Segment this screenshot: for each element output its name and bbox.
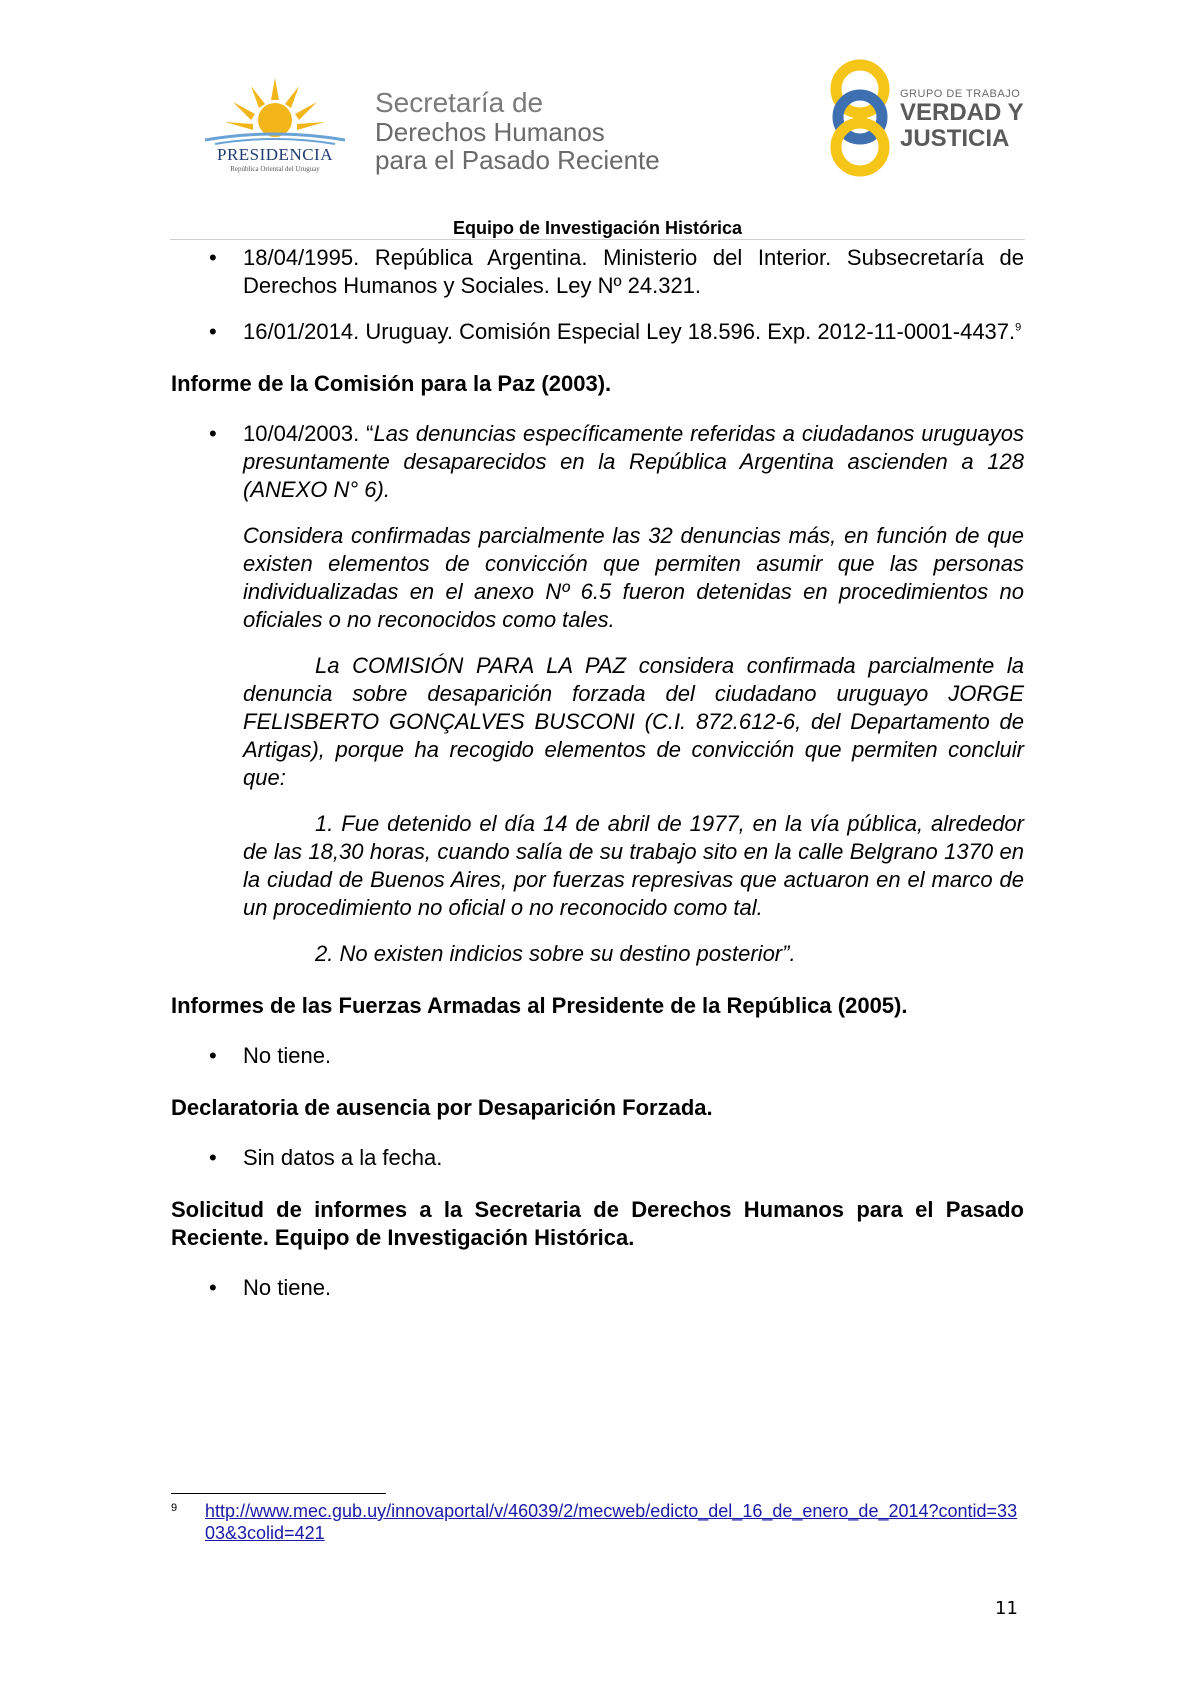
footnote-number: 9 xyxy=(171,1502,178,1514)
list-item-text: Sin datos a la fecha. xyxy=(243,1145,443,1170)
quote-text: Las denuncias específicamente referidas a ciudadanos uruguayos presuntamente desaparecidos en la República Argentina ascienden a 128 (ANEXO N° 6). xyxy=(243,421,1024,502)
footnote-reference[interactable]: 9 xyxy=(1015,321,1022,334)
list-item xyxy=(171,420,1024,504)
document-body xyxy=(171,240,1024,1302)
presidencia-label: PRESIDENCIA xyxy=(216,145,333,164)
bullet-icon: • xyxy=(209,319,217,344)
footnote-link[interactable]: http://www.mec.gub.uy/innovaportal/v/46039/2/mecweb/edicto_del_16_de_enero_de_2014?contid=3303&3colid=421 xyxy=(205,1501,1018,1543)
list-item-text: No tiene. xyxy=(243,1275,332,1300)
list-item xyxy=(171,1274,1024,1302)
list-item-text: 16/01/2014. Uruguay. Comisión Especial Ley 18.596. Exp. 2012-11-0001-4437. xyxy=(243,319,1016,344)
list-item-text: 18/04/1995. República Argentina. Ministerio del Interior. Subsecretaría de Derechos Humanos y Sociales. Ley Nº 24.321. xyxy=(243,245,1024,298)
secretaria-line-1: Secretaría de xyxy=(375,87,544,118)
footnote-divider xyxy=(171,1493,386,1494)
secretaria-line-3: para el Pasado Reciente xyxy=(375,145,660,175)
page-number: 11 xyxy=(995,1598,1018,1619)
quote-paragraph: La COMISIÓN PARA LA PAZ considera confirmada parcialmente la denuncia sobre desaparición forzada del ciudadano uruguayo JORGE FELISBERTO GONÇALVES BUSCONI (C.I. 872.612-6, del Departamento de Artigas), porque ha recogido elementos de convicción que permiten concluir que: xyxy=(243,653,1024,790)
section-heading: Informe de la Comisión para la Paz (2003). xyxy=(171,371,612,396)
list-item xyxy=(171,244,1024,300)
secretaria-logotype xyxy=(375,88,660,174)
presidencia-subtitle: República Oriental del Uruguay xyxy=(230,165,320,173)
justicia-label: JUSTICIA xyxy=(900,125,1010,152)
quote-date: 10/04/2003. “ xyxy=(243,421,374,446)
secretaria-line-2: Derechos Humanos xyxy=(375,117,605,147)
bullet-icon: • xyxy=(209,245,217,270)
bullet-icon: • xyxy=(209,1043,217,1068)
list-item-text: No tiene. xyxy=(243,1043,332,1068)
bullet-icon: • xyxy=(209,1145,217,1170)
bullet-icon: • xyxy=(209,421,217,446)
bullet-icon: • xyxy=(209,1275,217,1300)
quote-paragraph: Considera confirmadas parcialmente las 32 denuncias más, en función de que existen elementos de convicción que permiten asumir que las personas individualizadas en el anexo Nº 6.5 fueron detenidas en procedimientos no oficiales o no reconocidos como tales. xyxy=(243,523,1024,632)
quote-paragraph: 2. No existen indicios sobre su destino posterior”. xyxy=(315,941,796,966)
section-heading: Informes de las Fuerzas Armadas al Presidente de la República (2005). xyxy=(171,993,908,1018)
section-heading: Solicitud de informes a la Secretaria de Derechos Humanos para el Pasado Reciente. Equipo de Investigación Histórica. xyxy=(171,1197,1024,1250)
section-heading: Declaratoria de ausencia por Desaparición Forzada. xyxy=(171,1095,713,1120)
team-title: Equipo de Investigación Histórica xyxy=(452,218,743,238)
page-header xyxy=(0,0,1191,238)
quote-paragraph: 1. Fue detenido el día 14 de abril de 1977, en la vía pública, alrededor de las 18,30 horas, cuando salía de su trabajo sito en la calle Belgrano 1370 en la ciudad de Buenos Aires, por fuerzas represivas que actuaron en el marco de un procedimiento no oficial o no reconocido como tal. xyxy=(243,811,1024,920)
list-item xyxy=(171,1144,1024,1172)
grupo-trabajo-logotype xyxy=(900,88,1024,152)
verdad-label: VERDAD Y xyxy=(900,99,1024,126)
list-item xyxy=(171,318,1024,346)
list-item xyxy=(171,1042,1024,1070)
grupo-trabajo-label: GRUPO DE TRABAJO xyxy=(900,88,1021,100)
